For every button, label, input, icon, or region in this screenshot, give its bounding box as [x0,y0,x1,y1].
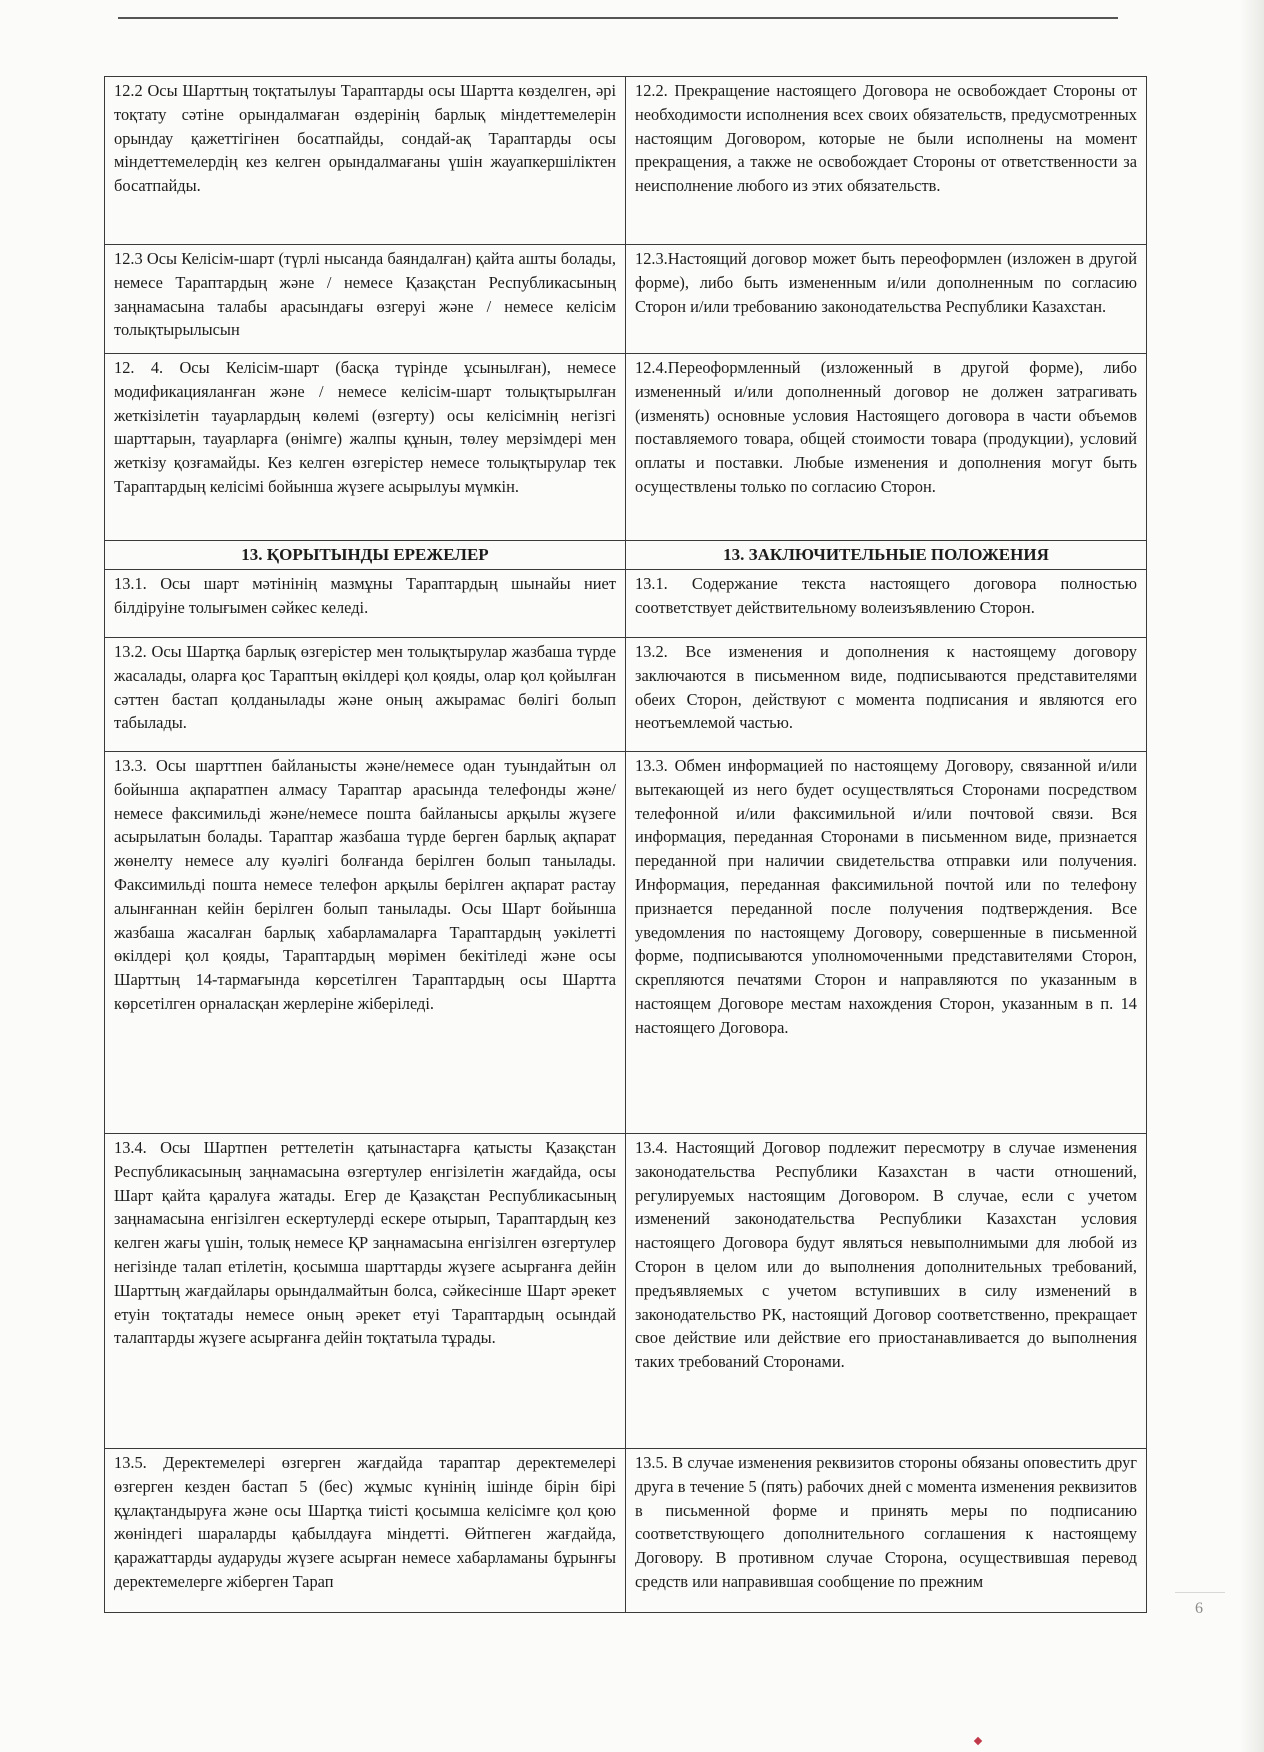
table-row [105,752,1147,1134]
russian-text-cell: 12.3.Настоящий договор может быть переоформлен (изложен в другой форме), либо быть измененным и/или дополненным по согласию Сторон и/или требованию законодательства Республики Казахстан. [626,245,1147,354]
russian-text-cell: 13.3. Обмен информацией по настоящему Договору, связанной и/или вытекающей из него будет осуществляться Сторонами посредством телефонной и/или факсимильной и/или почтовой связи. Вся информация, переданная Сторонами в письменном виде, признается переданной при наличии свидетельства отправки или получения. Информация, переданная факсимильной почтой или по телефону признается переданной после получения подтверждения. Все уведомления по настоящему Договору, совершенные в письменной форме, подписываются уполномоченными представителями Сторон, скрепляются печатями Сторон и направляются по указанным в настоящем Договоре местам нахождения Сторон, указанным в п. 14 настоящего Договора. [626,752,1147,1134]
page-number: 6 [1195,1600,1203,1617]
russian-text-cell: 13.5. В случае изменения реквизитов стороны обязаны оповестить друг друга в течение 5 (пять) рабочих дней с момента изменения реквизитов в письменной форме и принять меры по подписанию соответствующего дополнительного соглашения к настоящему Договору. В противном случае Сторона, осуществившая перевод средств или направившая сообщение по прежним [626,1449,1147,1613]
table-row [105,354,1147,541]
kazakh-text-cell: 13.1. Осы шарт мәтінінің мазмұны Тараптардың шынайы ниет білдіруіне толығымен сәйкес келеді. [105,570,626,638]
kazakh-text-cell: 12.3 Осы Келісім-шарт (түрлі нысанда баяндалған) қайта ашты болады, немесе Тараптардың және / немесе Қазақстан Республикасының заңнамасына талабы арасындағы өзгеруі және / немесе келісім толықтырылысын [105,245,626,354]
kazakh-text-cell: 13.5. Деректемелері өзгерген жағдайда тараптар деректемелері өзгерген кезден бастап 5 (бес) жұмыс күнінің ішінде бірін бірі құлақтандыруға және осы Шартқа тиісті қосымша келісімге қол қою жөніндегі шараларды қабылдауға міндетті. Өйтпеген жағдайда, қаражаттарды аударуды жүзеге асырған немесе хабарламаны бұрынғы деректемелерге жіберген Тарап [105,1449,626,1613]
kazakh-text-cell: 13.3. Осы шарттпен байланысты және/немесе одан туындайтын ол бойынша ақпаратпен алмасу Тараптар арасында телефонды және/немесе факсимильді және/немесе пошта байланысы арқылы жүзеге асырылатын болады. Тараптар жазбаша түрде берген барлық ақпарат жөнелту немесе алу куәлігі болғанда берілген болып танылады. Факсимильді пошта немесе телефон арқылы берілген ақпарат растау алынғаннан кейін берілген болып танылады. Осы Шарт бойынша жазбаша жасалған барлық хабарламаларға Тараптардың уәкілетті өкілдері қол қояды, Тараптардың мөрімен бекітіледі және осы Шарттың 14-тармағында көрсетілген Тараптардың осы Шартта көрсетілген орналасқан жерлеріне жіберіледі. [105,752,626,1134]
russian-text-cell: 13.1. Содержание текста настоящего договора полностью соответствует действительному волеизъявлению Сторон. [626,570,1147,638]
section-heading-row [105,541,1147,570]
russian-text-cell: 12.2. Прекращение настоящего Договора не освобождает Стороны от необходимости исполнения всех своих обязательств, предусмотренных настоящим Договором, которые не были исполнены на момент прекращения, а также не освобождает Стороны от ответственности за неисполнение любого из этих обязательств. [626,77,1147,245]
russian-text-cell: 13.2. Все изменения и дополнения к настоящему договору заключаются в письменном виде, подписываются представителями обеих Сторон, действуют с момента подписания и являются его неотъемлемой частью. [626,638,1147,752]
table-row [105,1134,1147,1449]
table-row [105,638,1147,752]
kazakh-section-heading: 13. ҚОРЫТЫНДЫ ЕРЕЖЕЛЕР [105,541,626,570]
table-row [105,77,1147,245]
kazakh-text-cell: 13.2. Осы Шартқа барлық өзгерістер мен толықтырулар жазбаша түрде жасалады, оларға қос Тараптың өкілдері қол қояды, олар қол қойылған сәттен бастап қолданылады және оның ажырамас бөлігі болып табылады. [105,638,626,752]
table-row [105,570,1147,638]
bilingual-contract-table [104,76,1147,1613]
top-border-line [118,17,1118,19]
table-row [105,245,1147,354]
table-row [105,1449,1147,1613]
kazakh-text-cell: 12.2 Осы Шарттың тоқтатылуы Тараптарды осы Шартта көзделген, әрі тоқтату сәтіне орындалмаған өздерінің барлық міндеттемелерін орындау қажеттігінен босатпайды, сондай-ақ Тараптарды осы міндеттемелердің кез келген орындалмағаны үшін жауапкершіліктен босатпайды. [105,77,626,245]
russian-section-heading: 13. ЗАКЛЮЧИТЕЛЬНЫЕ ПОЛОЖЕНИЯ [626,541,1147,570]
kazakh-text-cell: 13.4. Осы Шартпен реттелетін қатынастарға қатысты Қазақстан Республикасының заңнамасына өзгертулер енгізілетін жағдайда, осы Шарт қайта қаралуға жатады. Егер де Қазақстан Республикасының заңнамасына енгізілген ескертулерді ескере отырып, Тараптардың кез келген жағы үшін, толық немесе ҚР заңнамасына енгізілген өзгертулер негізінде талап етілетін, қосымша шарттарды жүзеге асырғанға дейін Шарттың жағдайлары орындалмайтын болса, сәйкесінше Шарт әрекет етуін тоқтатады немесе оның әрекет етуі Тараптардың осындай талаптарды жүзеге асырғанға дейін тоқтатыла тұрады. [105,1134,626,1449]
red-ink-mark [974,1737,982,1745]
page-edge-shadow [1240,0,1264,1752]
kazakh-text-cell: 12. 4. Осы Келісім-шарт (басқа түрінде ұсынылған), немесе модификацияланған және / немесе келісім-шарт толықтырылған жеткізілетін тауарлардың көлемі (өзгерту) осы келісімнің негізгі шарттарын, тауарларға (өнімге) жалпы құнын, төлеу мерзімдері мен жеткізу қозғамайды. Кез келген өзгерістер немесе толықтырулар тек Тараптардың келісімі бойынша жүзеге асырылуы мүмкін. [105,354,626,541]
russian-text-cell: 13.4. Настоящий Договор подлежит пересмотру в случае изменения законодательства Республики Казахстан в части отношений, регулируемых настоящим Договором. В случае, если с учетом изменений законодательства Республики Казахстан условия настоящего Договора будут являться невыполнимыми для любой из Сторон в целом или до выполнения дополнительных требований, предъявляемых с учетом вступивших в силу изменений в законодательство РК, настоящий Договор соответственно, прекращает свое действие или действие его приостанавливается до выполнения таких требований Сторонами. [626,1134,1147,1449]
russian-text-cell: 12.4.Переоформленный (изложенный в другой форме), либо измененный и/или дополненный договор не должен затрагивать (изменять) основные условия Настоящего договора в части объемов поставляемого товара, общей стоимости товара (продукции), условий оплаты и поставки. Любые изменения и дополнения могут быть осуществлены только по согласию Сторон. [626,354,1147,541]
page-number-divider [1175,1592,1225,1593]
